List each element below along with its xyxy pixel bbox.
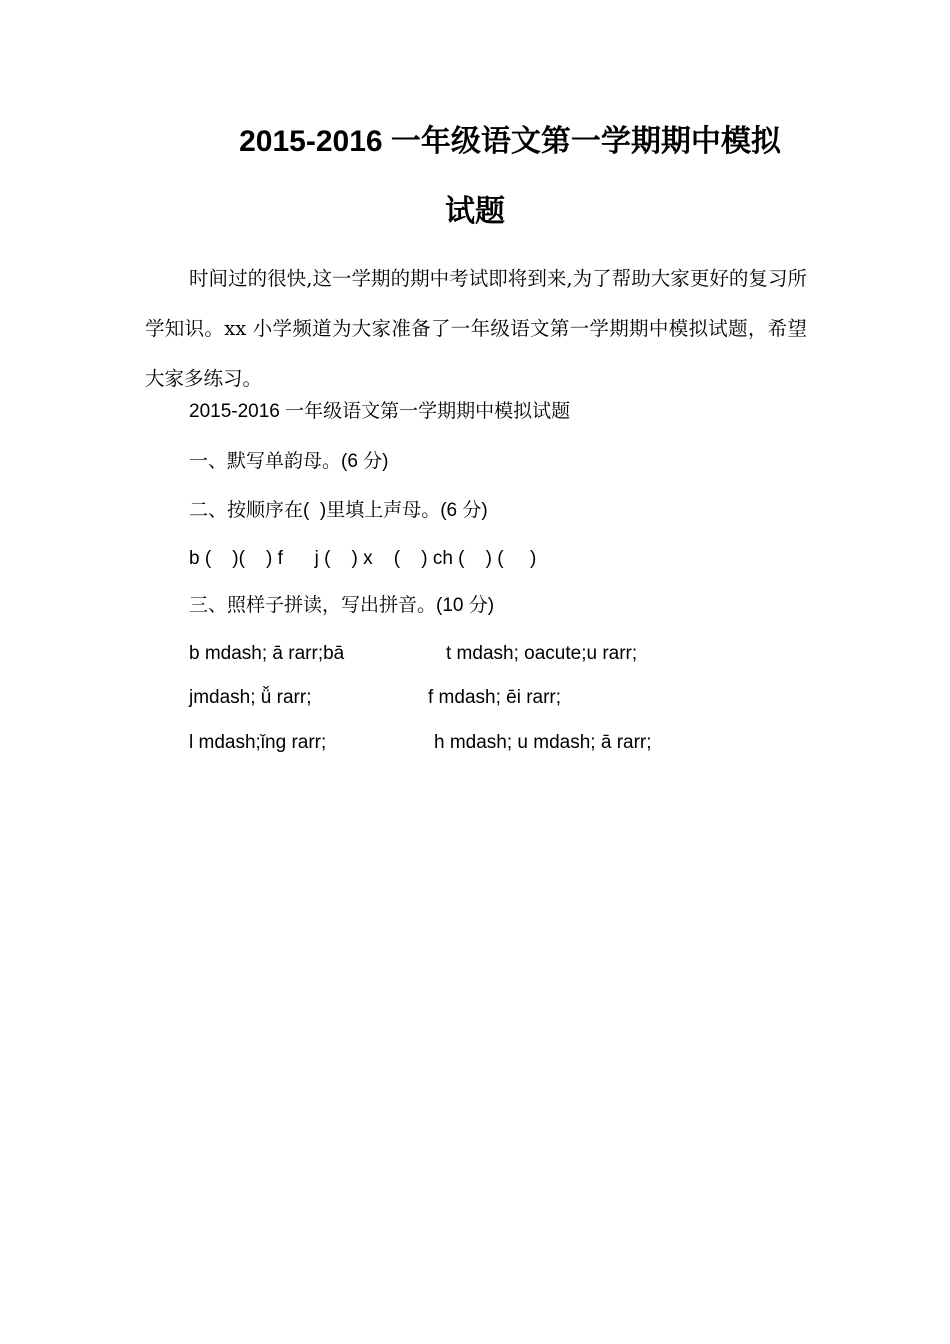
pinyin-row-2-left: jmdash; ǚ rarr; bbox=[189, 687, 312, 708]
section-1-heading: 一、默写单韵母。(6 分) bbox=[189, 451, 389, 472]
pinyin-row-1-left: b mdash; ā rarr;bā bbox=[189, 643, 345, 664]
section-3-heading: 三、照样子拼读，写出拼音。(10 分) bbox=[189, 595, 495, 616]
section-2-answer-line: b ( )( ) f j ( ) x ( ) ch ( ) ( ) bbox=[189, 548, 537, 569]
pinyin-row-2-right: f mdash; ēi rarr; bbox=[428, 687, 562, 708]
pinyin-row-3-right: h mdash; u mdash; ā rarr; bbox=[434, 732, 652, 753]
section-2-heading: 二、按顺序在( )里填上声母。(6 分) bbox=[189, 500, 488, 521]
pinyin-row-1-right: t mdash; oacute;u rarr; bbox=[446, 643, 638, 664]
document-title-line-2: 试题 bbox=[445, 195, 505, 228]
pinyin-row-3-left: l mdash;ǐng rarr; bbox=[189, 732, 327, 753]
exam-subtitle: 2015-2016 一年级语文第一学期期中模拟试题 bbox=[189, 401, 571, 422]
document-title-line-1: 2015-2016 一年级语文第一学期期中模拟 bbox=[239, 125, 781, 158]
intro-paragraph: 时间过的很快,这一学期的期中考试即将到来,为了帮助大家更好的复习所学知识。xx 小学频道为大家准备了一年级语文第一学期期中模拟试题，希望大家多练习。 bbox=[145, 267, 807, 390]
